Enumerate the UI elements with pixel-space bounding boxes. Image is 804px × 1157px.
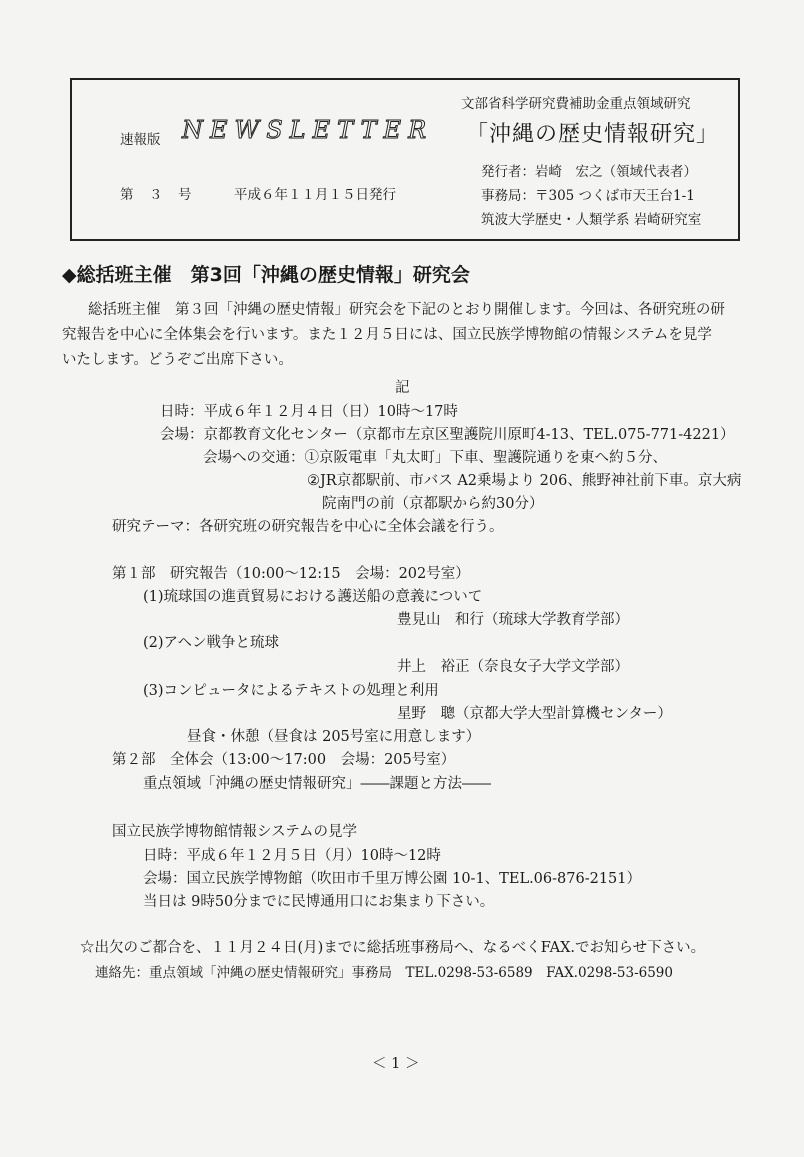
attendance-notice: ☆出欠のご都合を、１１月２４日(月)までに総括班事務局へ、なるべくFAX.でお知らせ下さい。 (80, 940, 706, 956)
page-number: ＜ 1 ＞ (372, 1056, 420, 1072)
lunch-break: 昼食・休憩（昼食は 205号室に用意します） (187, 729, 481, 745)
meeting-venue: 会場：京都教育文化センター（京都市左京区聖護院川原町4-13、TEL.075-771-4221） (160, 427, 735, 443)
ki-label: 記 (395, 380, 410, 396)
access-route-1: 会場への交通：①京阪電車「丸太町」下車、聖護院通りを東へ約５分、 (203, 450, 667, 466)
intro-line-1: 総括班主催 第３回「沖縄の歴史情報」研究会を下記のとおり開催します。今回は、各研究班の研 (88, 302, 725, 318)
grant-label: 文部省科学研究費補助金重点領域研究 (461, 96, 691, 112)
speaker-3: 星野 聰（京都大学大型計算機センター） (397, 706, 672, 722)
newsletter-logo: NEWSLETTER (182, 116, 434, 144)
publisher: 発行者：岩崎 宏之（領域代表者） (481, 164, 697, 180)
research-theme: 研究テーマ：各研究班の研究報告を中心に全体会議を行う。 (112, 519, 504, 535)
visit-title: 国立民族学博物館情報システムの見学 (112, 824, 358, 840)
part1-title: 第１部 研究報告（10:00〜12:15 会場：202号室） (112, 566, 470, 582)
visit-meeting-point: 当日は 9時50分までに民博通用口にお集まり下さい。 (143, 894, 495, 910)
speaker-1: 豊見山 和行（琉球大学教育学部） (397, 612, 629, 628)
section-heading: ◆総括班主催 第3回「沖縄の歴史情報」研究会 (62, 264, 470, 286)
issue-date: 平成６年１１月１５日発行 (234, 187, 396, 203)
access-route-3: 院南門の前（京都駅から約30分） (322, 496, 544, 512)
contact-info: 連絡先：重点領域「沖縄の歴史情報研究」事務局 TEL.0298-53-6589 FAX.0298-53-6590 (95, 965, 673, 981)
access-route-2: ②JR京都駅前、市バス A2乗場より 206、熊野神社前下車。京大病 (307, 473, 742, 489)
sokuhou-label: 速報版 (120, 132, 161, 148)
talk-1: (1)琉球国の進貢貿易における護送船の意義について (143, 589, 483, 605)
intro-line-2: 究報告を中心に全体集会を行います。また１２月５日には、国立民族学博物館の情報システムを見学 (62, 327, 712, 343)
talk-2: (2)アヘン戦争と琉球 (143, 635, 279, 651)
office-lab: 筑波大学歴史・人類学系 岩崎研究室 (481, 212, 702, 228)
part2-title: 第２部 全体会（13:00〜17:00 会場：205号室） (112, 752, 456, 768)
meeting-datetime: 日時：平成６年１２月４日（日）10時〜17時 (160, 404, 458, 420)
issue-number: 第 ３ 号 (120, 187, 193, 203)
visit-datetime: 日時：平成６年１２月５日（月）10時〜12時 (143, 848, 441, 864)
part2-topic: 重点領域「沖縄の歴史情報研究」――課題と方法―― (143, 776, 491, 792)
speaker-2: 井上 裕正（奈良女子大学文学部） (397, 659, 629, 675)
visit-venue: 会場：国立民族学博物館（吹田市千里万博公園 10-1、TEL.06-876-2151） (143, 871, 642, 887)
talk-3: (3)コンピュータによるテキストの処理と利用 (143, 683, 439, 699)
intro-line-3: いたします。どうぞご出席下さい。 (62, 352, 293, 368)
office-address: 事務局：〒305 つくば市天王台1-1 (481, 188, 695, 204)
project-title: 「沖縄の歴史情報研究」 (466, 122, 720, 147)
